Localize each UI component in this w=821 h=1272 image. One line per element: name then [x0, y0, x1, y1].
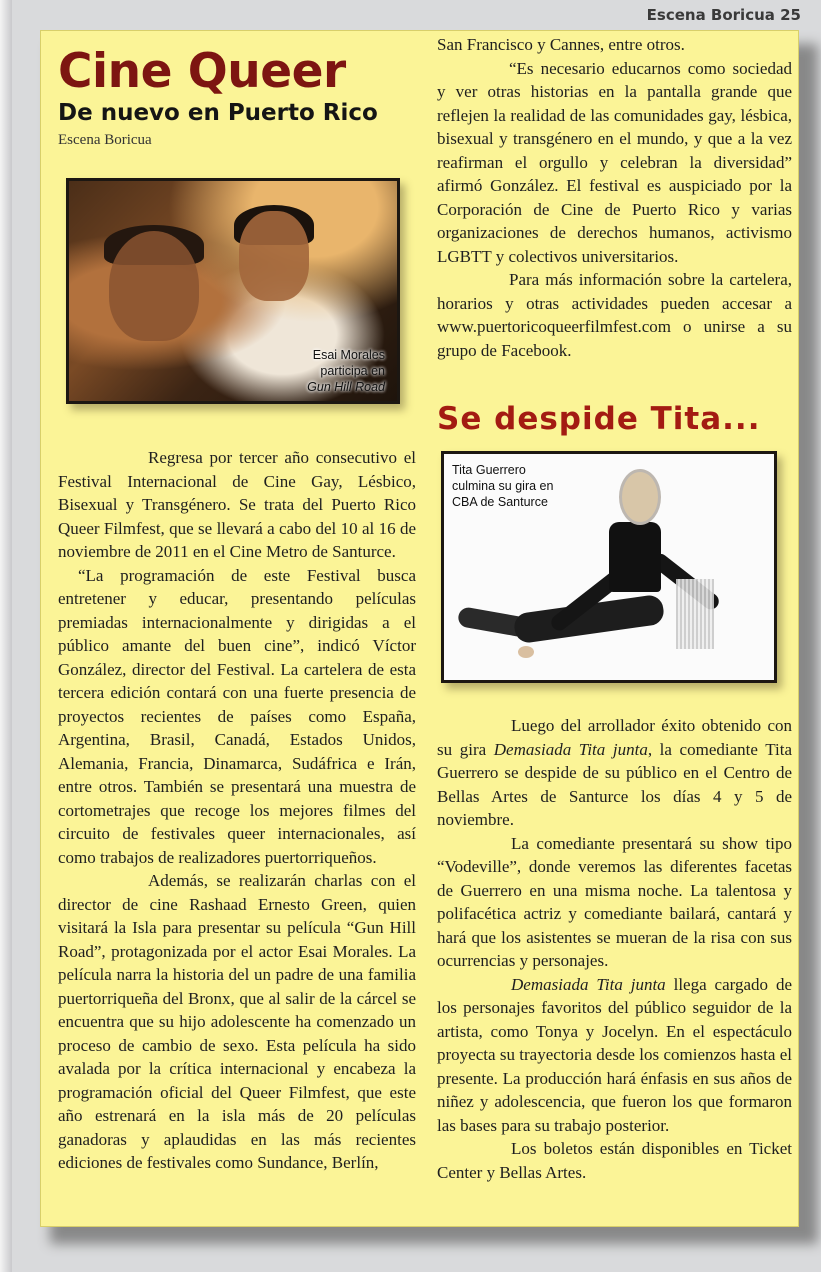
- photo-figure-head: [619, 469, 661, 525]
- body-paragraph: [437, 973, 792, 1138]
- photo2-caption-line: CBA de Santurce: [452, 495, 548, 509]
- text-run: llega cargado de los personajes favoritos del público seguidor de la artista, como Tonya y Jocelyn. En el espectáculo proyecta su trayectoria desde los comienzos hasta el presente. La producción hará énfasis en sus años de niñez y adolescencia, que fueron los que formaron las bases para su trabajo posterior.: [437, 974, 792, 1135]
- photo2-caption-line: Tita Guerrero: [452, 463, 526, 477]
- photo-figure-torso: [609, 522, 661, 592]
- page-binding: [0, 0, 12, 1272]
- show-title: Demasiada Tita junta: [511, 974, 666, 994]
- esai-morales-photo: [66, 178, 400, 404]
- photo-figure-hand: [518, 646, 534, 658]
- photo1-caption-line: participa en: [320, 364, 385, 378]
- photo-figure-fringe: [676, 579, 714, 649]
- article2-headline: Se despide Tita...: [437, 401, 761, 437]
- article1-right-body: [437, 33, 792, 362]
- body-paragraph: Para más información sobre la cartelera, horarios y otras actividades pueden accesar a www.puertoricoqueerfilmfest.com o unirse a su grupo de Facebook.: [437, 270, 792, 360]
- article1-subhead: De nuevo en Puerto Rico: [58, 100, 378, 126]
- page-header: Escena Boricua 25: [646, 6, 801, 24]
- body-paragraph: “La programación de este Festival busca entretener y educar, presentando películas premiadas internacionalmente y dirigidas a el público amante del buen cine”, indicó Víctor González, director del Festival. La cartelera de esta tercera edición contará con una fuerte presencia de proyectos recientes de países como España, Argentina, Brasil, Canadá, Estados Unidos, Alemania, Francia, Dinamarca, Sudáfrica e Irán, entre otros. También se presentará una muestra de cortometrajes que recoge los mejores filmes del circuito de festivales queer internacionales, así como trabajos de realizadores puertorriqueños.: [58, 565, 416, 867]
- body-paragraph: Los boletos están disponibles en Ticket Center y Bellas Artes.: [437, 1139, 792, 1182]
- text-run: , la comediante Tita Guerrero se despide de su público en el Centro de Bellas Artes de Santurce los días 4 y 5 de noviembre.: [437, 739, 792, 829]
- show-title: Demasiada Tita junta: [493, 739, 648, 759]
- body-paragraph: “Es necesario educarnos como sociedad y ver otras historias en la pantalla grande que reflejen la realidad de las comunidades gay, lésbica, bisexual y transgénero en el mundo, y que a la vez reafirman el orgullo y celebran la diversidad” afirmó González. El festival es auspiciado por la Corporación de Cine de Puerto Rico y varias organizaciones de derechos humanos, activismo LGBTT y colectivos universitarios.: [437, 58, 792, 266]
- photo2-caption: [452, 462, 553, 510]
- body-paragraph: La comediante presentará su show tipo “Vodeville”, donde veremos las diferentes facetas de Guerrero en una misma noche. La talentosa y polifacética actriz y comediante bailará, cantará y hará que los asistentes se mueran de la risa con sus ocurrencias y personajes.: [437, 833, 792, 970]
- article1-byline: Escena Boricua: [58, 132, 152, 148]
- article1-header: [58, 45, 416, 150]
- photo-figure-left: [109, 231, 199, 341]
- photo2-caption-line: culmina su gira en: [452, 479, 554, 493]
- body-paragraph: Regresa por tercer año consecutivo el Festival Internacional de Cine Gay, Lésbico, Bisexual y Transgénero. Se trata del Puerto Rico Queer Filmfest, que se llevará a cabo del 10 al 16 de noviembre de 2011 en el Cine Metro de Santurce.: [58, 448, 416, 561]
- body-paragraph: [437, 714, 792, 832]
- photo1-caption-film: Gun Hill Road: [307, 380, 385, 394]
- photo-figure-right: [239, 211, 309, 301]
- body-paragraph: Además, se realizarán charlas con el director de cine Rashaad Ernesto Green, quien visitará la Isla para presentar su película “Gun Hill Road”, protagonizada por el actor Esai Morales. La película narra la historia del un padre de una familia puertorriqueña del Bronx, que al salir de la cárcel se encuentra que su hijo adolescente ha comenzado un proceso de cambio de sexo. Esta película ha sido avalada por la crítica internacional y encabeza la programación oficial del Queer Filmfest, que este año estrenará en la isla más de 20 películas ganadoras y aplaudidas en las más recientes ediciones de festivales como Sundance, Berlín,: [58, 871, 416, 1172]
- tita-guerrero-photo: [441, 451, 777, 683]
- text-run: Luego del arrollador éxito obtenido con su gira: [437, 716, 792, 759]
- article1-left-body: [58, 446, 416, 1175]
- photo1-caption-line: Esai Morales: [312, 348, 385, 362]
- body-paragraph: San Francisco y Cannes, entre otros.: [437, 35, 685, 54]
- article1-headline: Cine Queer: [58, 44, 346, 99]
- article2-body: [437, 714, 792, 1184]
- photo1-caption: [307, 347, 385, 395]
